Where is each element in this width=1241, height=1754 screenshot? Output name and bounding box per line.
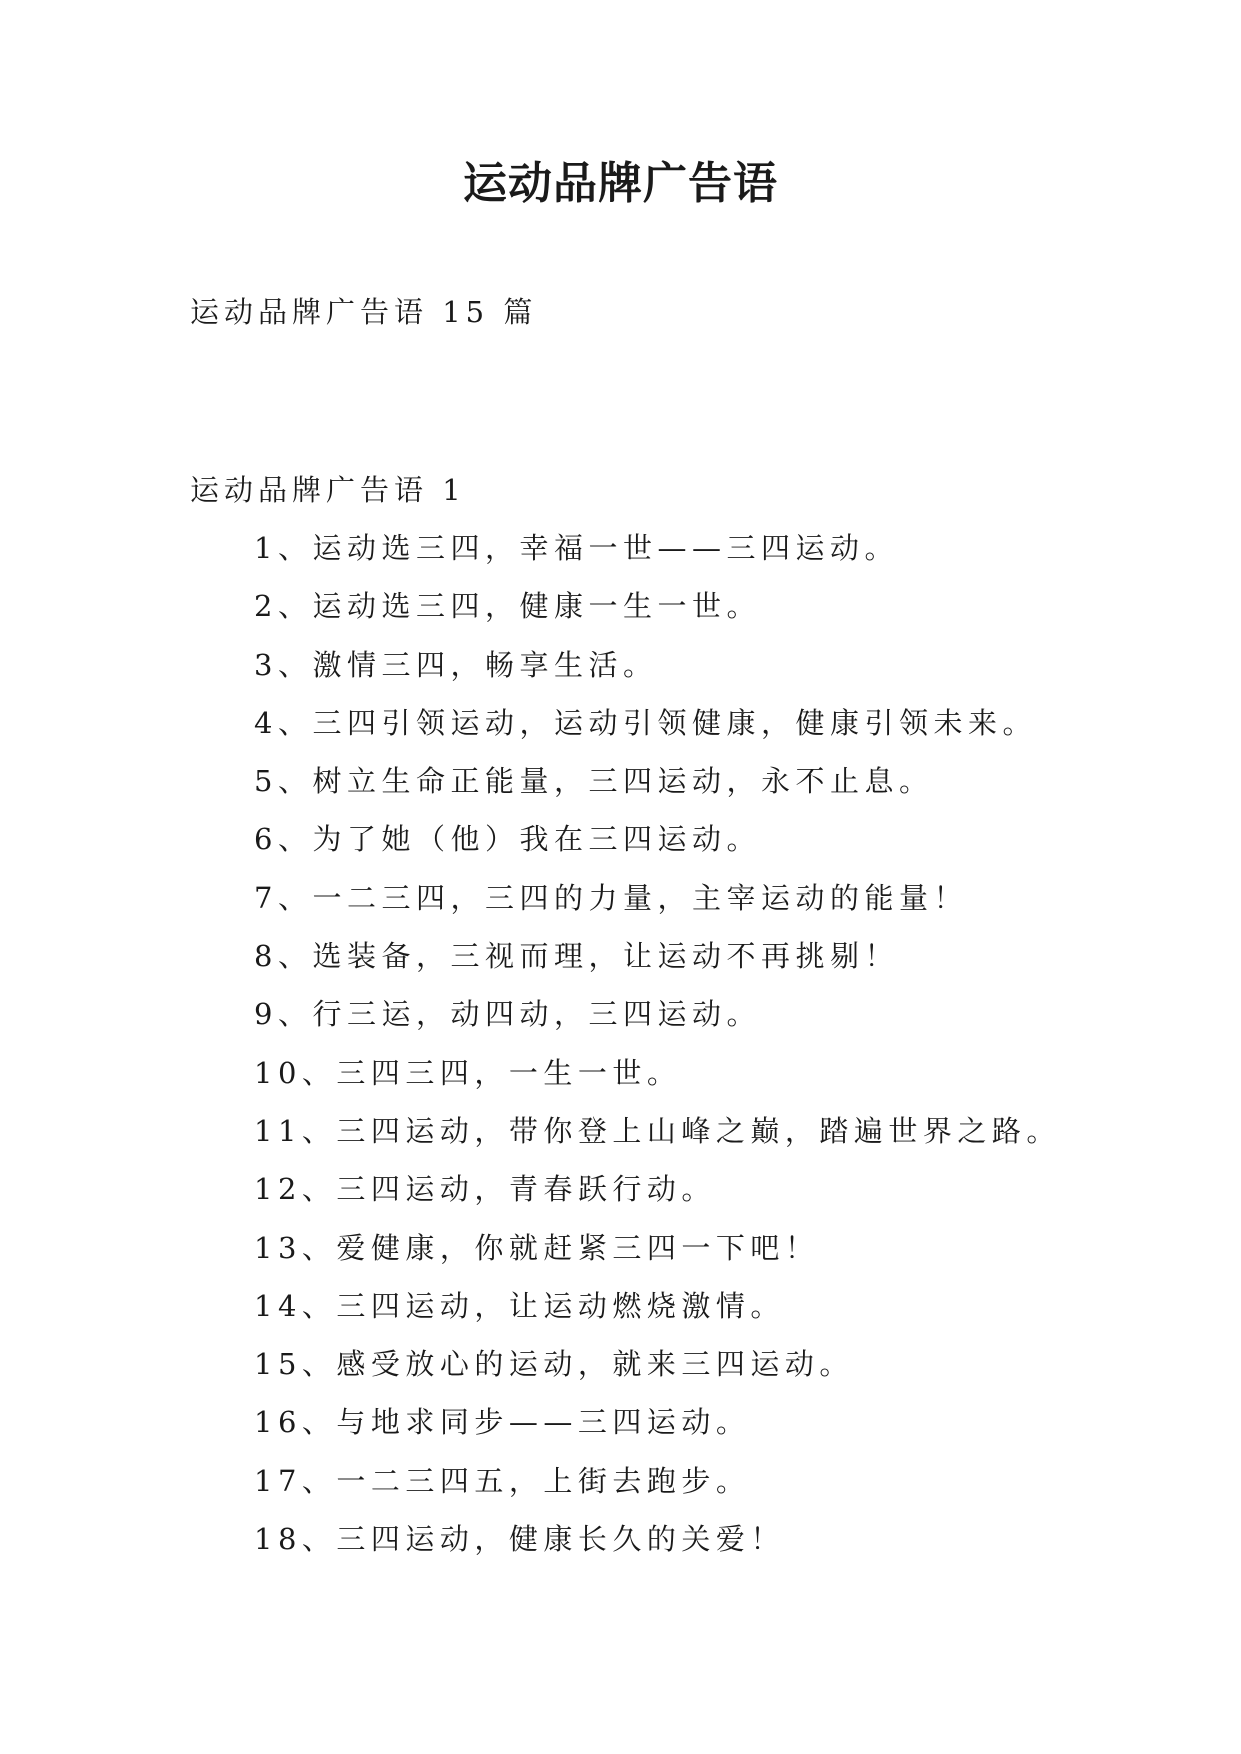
slogan-item: 1、运动选三四，幸福一世——三四运动。 xyxy=(254,531,899,565)
slogan-list xyxy=(254,528,1061,1577)
slogan-item: 8、选装备，三视而理，让运动不再挑剔！ xyxy=(254,939,899,974)
slogan-item: 11、三四运动，带你登上山峰之巅，踏遍世界之路。 xyxy=(254,1113,1061,1148)
document-title: 运动品牌广告语 xyxy=(463,158,778,209)
slogan-item: 2、运动选三四，健康一生一世。 xyxy=(254,589,761,624)
slogan-item: 16、与地求同步——三四运动。 xyxy=(254,1405,751,1440)
slogan-item: 5、树立生命正能量，三四运动，永不止息。 xyxy=(254,764,934,799)
slogan-item: 7、一二三四，三四的力量，主宰运动的能量！ xyxy=(254,880,968,915)
document-subtitle: 运动品牌广告语 15 篇 xyxy=(190,295,538,329)
slogan-item: 12、三四运动，青春跃行动。 xyxy=(254,1172,716,1207)
slogan-item: 10、三四三四，一生一世。 xyxy=(254,1055,682,1090)
slogan-item: 4、三四引领运动，运动引领健康，健康引领未来。 xyxy=(254,705,1037,740)
slogan-item: 6、为了她（他）我在三四运动。 xyxy=(254,822,761,857)
slogan-item: 18、三四运动，健康长久的关爱！ xyxy=(254,1522,785,1557)
slogan-item: 9、行三运，动四动，三四运动。 xyxy=(254,997,761,1032)
slogan-item: 17、一二三四五，上街去跑步。 xyxy=(254,1463,751,1498)
slogan-item: 15、感受放心的运动，就来三四运动。 xyxy=(254,1347,854,1382)
slogan-item: 13、爱健康，你就赶紧三四一下吧！ xyxy=(254,1230,820,1265)
section-heading: 运动品牌广告语 1 xyxy=(190,473,466,507)
slogan-item: 3、激情三四，畅享生活。 xyxy=(254,647,658,682)
slogan-item: 14、三四运动，让运动燃烧激情。 xyxy=(254,1288,785,1323)
